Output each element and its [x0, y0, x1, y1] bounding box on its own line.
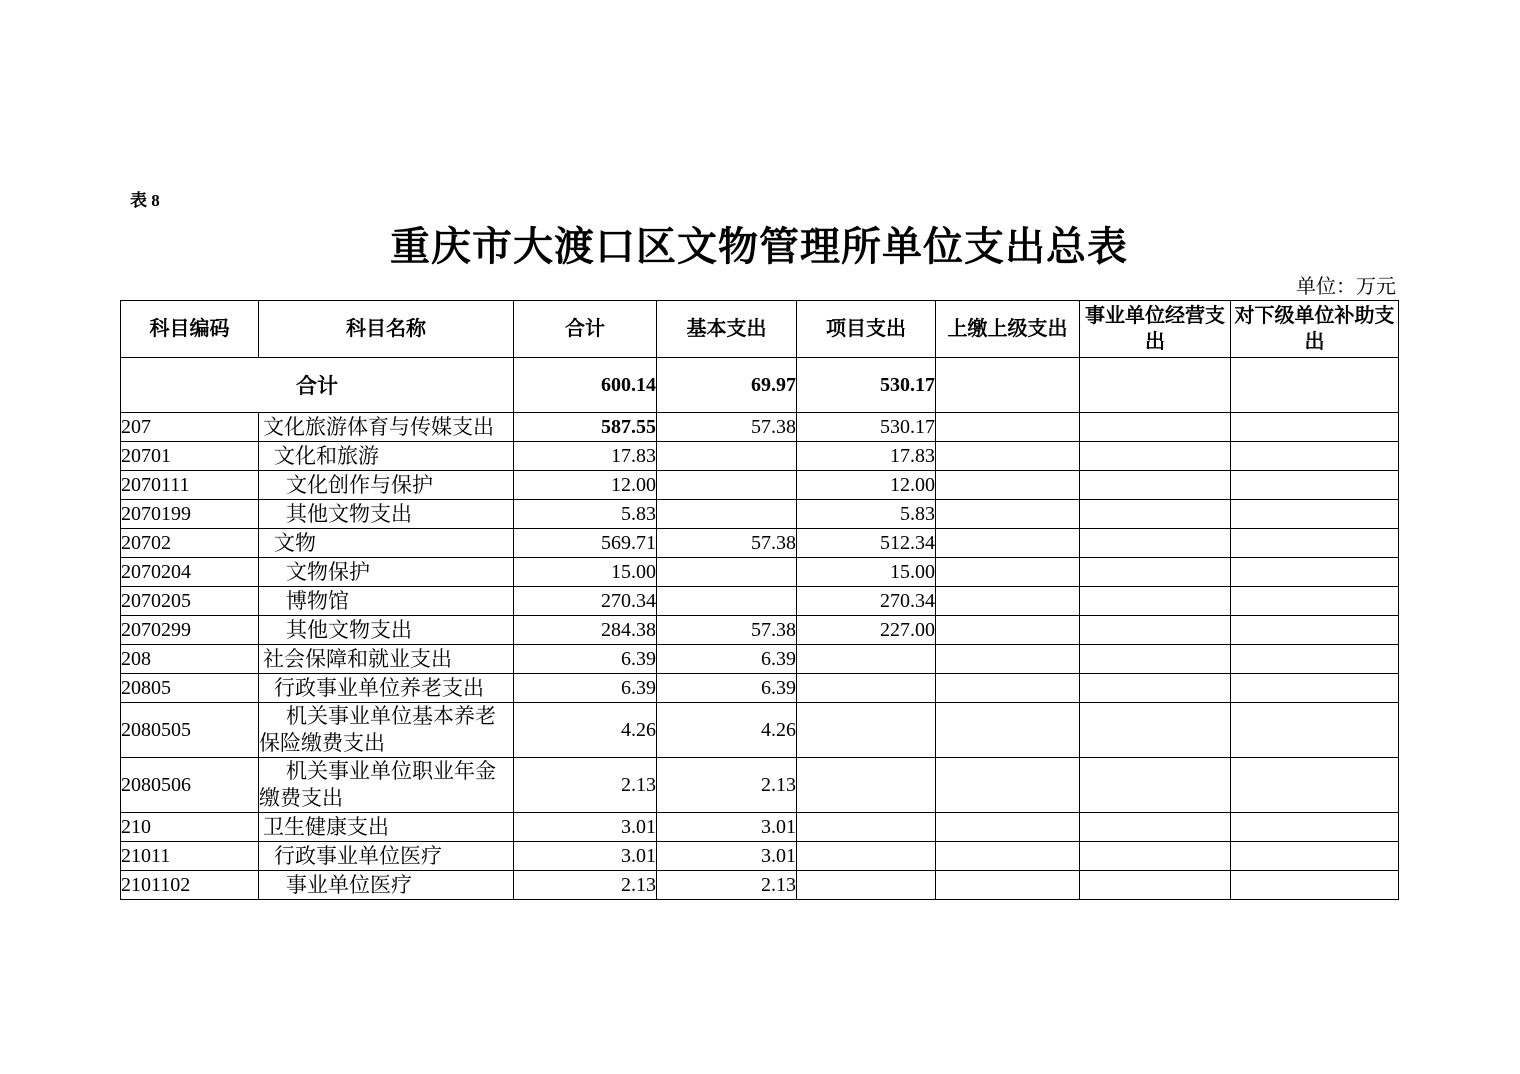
project-cell [797, 674, 936, 703]
total-cell: 3.01 [514, 842, 657, 871]
paid-to-higher-cell [936, 471, 1080, 500]
paid-to-higher-cell [936, 500, 1080, 529]
paid-to-higher-cell [936, 442, 1080, 471]
subject-name-cell: 行政事业单位医疗 [259, 842, 514, 871]
total-cell: 17.83 [514, 442, 657, 471]
total-cell: 12.00 [514, 471, 657, 500]
table-row [121, 871, 1399, 900]
subsidy-to-lower-cell [1231, 871, 1399, 900]
document-sheet [120, 0, 1398, 1074]
column-header-project-expenditure: 项目支出 [797, 301, 936, 358]
subsidy-to-lower-cell [1231, 558, 1399, 587]
subsidy-to-lower-cell [1231, 674, 1399, 703]
page-title: 重庆市大渡口区文物管理所单位支出总表 [390, 225, 1128, 269]
subject-code-cell: 210 [121, 813, 259, 842]
project-cell: 15.00 [797, 558, 936, 587]
table-row [121, 587, 1399, 616]
total-cell: 2.13 [514, 758, 657, 813]
paid-to-higher-cell [936, 703, 1080, 758]
operating-cell [1080, 813, 1231, 842]
basic-cell: 3.01 [657, 842, 797, 871]
grand-total-basic: 69.97 [657, 358, 797, 413]
subject-name-cell: 其他文物支出 [259, 616, 514, 645]
operating-cell [1080, 529, 1231, 558]
column-header-subsidy-to-lower: 对下级单位补助支出 [1231, 301, 1399, 358]
subject-code-cell: 2080505 [121, 703, 259, 758]
basic-cell: 3.01 [657, 813, 797, 842]
operating-cell [1080, 558, 1231, 587]
subject-code-cell: 2101102 [121, 871, 259, 900]
subject-name-cell: 事业单位医疗 [259, 871, 514, 900]
grand-total-operating [1080, 358, 1231, 413]
subsidy-to-lower-cell [1231, 645, 1399, 674]
total-cell: 5.83 [514, 500, 657, 529]
paid-to-higher-cell [936, 813, 1080, 842]
operating-cell [1080, 413, 1231, 442]
table-row [121, 558, 1399, 587]
project-cell [797, 871, 936, 900]
project-cell: 12.00 [797, 471, 936, 500]
table-row [121, 703, 1399, 758]
basic-cell: 2.13 [657, 758, 797, 813]
basic-cell: 4.26 [657, 703, 797, 758]
subject-name-cell: 文化旅游体育与传媒支出 [259, 413, 514, 442]
total-cell: 4.26 [514, 703, 657, 758]
basic-cell [657, 587, 797, 616]
total-cell: 587.55 [514, 413, 657, 442]
subject-code-cell: 20702 [121, 529, 259, 558]
paid-to-higher-cell [936, 587, 1080, 616]
subsidy-to-lower-cell [1231, 413, 1399, 442]
paid-to-higher-cell [936, 842, 1080, 871]
project-cell [797, 645, 936, 674]
basic-cell [657, 500, 797, 529]
table-row [121, 645, 1399, 674]
subject-name-cell: 文物保护 [259, 558, 514, 587]
project-cell: 270.34 [797, 587, 936, 616]
basic-cell: 57.38 [657, 413, 797, 442]
paid-to-higher-cell [936, 529, 1080, 558]
grand-total-row [121, 358, 1399, 413]
subject-code-cell: 207 [121, 413, 259, 442]
project-cell [797, 703, 936, 758]
operating-cell [1080, 587, 1231, 616]
basic-cell: 6.39 [657, 645, 797, 674]
subject-name-cell: 文物 [259, 529, 514, 558]
total-cell: 15.00 [514, 558, 657, 587]
project-cell: 227.00 [797, 616, 936, 645]
subject-name-cell: 社会保障和就业支出 [259, 645, 514, 674]
paid-to-higher-cell [936, 674, 1080, 703]
total-cell: 569.71 [514, 529, 657, 558]
subject-code-cell: 20805 [121, 674, 259, 703]
table-row [121, 842, 1399, 871]
basic-cell: 57.38 [657, 616, 797, 645]
table-row [121, 616, 1399, 645]
header-row [121, 301, 1399, 358]
subsidy-to-lower-cell [1231, 813, 1399, 842]
column-header-basic-expenditure: 基本支出 [657, 301, 797, 358]
total-cell: 3.01 [514, 813, 657, 842]
total-cell: 6.39 [514, 674, 657, 703]
operating-cell [1080, 842, 1231, 871]
basic-cell: 6.39 [657, 674, 797, 703]
table-row [121, 758, 1399, 813]
operating-cell [1080, 442, 1231, 471]
total-cell: 6.39 [514, 645, 657, 674]
subject-name-cell: 文化创作与保护 [259, 471, 514, 500]
basic-cell: 57.38 [657, 529, 797, 558]
table-row [121, 813, 1399, 842]
subject-name-cell: 机关事业单位职业年金缴费支出 [259, 758, 514, 813]
basic-cell [657, 471, 797, 500]
column-header-subject-name: 科目名称 [259, 301, 514, 358]
project-cell: 17.83 [797, 442, 936, 471]
subsidy-to-lower-cell [1231, 500, 1399, 529]
project-cell: 512.34 [797, 529, 936, 558]
subject-name-cell: 机关事业单位基本养老保险缴费支出 [259, 703, 514, 758]
subject-name-cell: 其他文物支出 [259, 500, 514, 529]
subject-name-cell: 行政事业单位养老支出 [259, 674, 514, 703]
paid-to-higher-cell [936, 645, 1080, 674]
operating-cell [1080, 871, 1231, 900]
basic-cell: 2.13 [657, 871, 797, 900]
table-row [121, 442, 1399, 471]
paid-to-higher-cell [936, 558, 1080, 587]
subsidy-to-lower-cell [1231, 842, 1399, 871]
subsidy-to-lower-cell [1231, 442, 1399, 471]
table-row [121, 500, 1399, 529]
paid-to-higher-cell [936, 871, 1080, 900]
table-row [121, 674, 1399, 703]
paid-to-higher-cell [936, 413, 1080, 442]
grand-total-paid-to-higher [936, 358, 1080, 413]
total-cell: 2.13 [514, 871, 657, 900]
subject-code-cell: 2080506 [121, 758, 259, 813]
basic-cell [657, 442, 797, 471]
project-cell [797, 758, 936, 813]
project-cell [797, 842, 936, 871]
paid-to-higher-cell [936, 616, 1080, 645]
operating-cell [1080, 703, 1231, 758]
table-body [121, 358, 1399, 900]
column-header-operating: 事业单位经营支出 [1080, 301, 1231, 358]
operating-cell [1080, 758, 1231, 813]
project-cell: 5.83 [797, 500, 936, 529]
subject-code-cell: 208 [121, 645, 259, 674]
total-cell: 284.38 [514, 616, 657, 645]
subject-code-cell: 2070111 [121, 471, 259, 500]
table-row [121, 413, 1399, 442]
operating-cell [1080, 500, 1231, 529]
grand-total-total: 600.14 [514, 358, 657, 413]
table-number-label: 表 8 [130, 191, 160, 210]
unit-label: 单位：万元 [1296, 276, 1396, 298]
table-row [121, 529, 1399, 558]
subsidy-to-lower-cell [1231, 587, 1399, 616]
subject-name-cell: 文化和旅游 [259, 442, 514, 471]
subject-code-cell: 2070204 [121, 558, 259, 587]
grand-total-project: 530.17 [797, 358, 936, 413]
subject-name-cell: 卫生健康支出 [259, 813, 514, 842]
subsidy-to-lower-cell [1231, 471, 1399, 500]
grand-total-subsidy-to-lower [1231, 358, 1399, 413]
subsidy-to-lower-cell [1231, 758, 1399, 813]
subject-code-cell: 2070199 [121, 500, 259, 529]
operating-cell [1080, 674, 1231, 703]
operating-cell [1080, 616, 1231, 645]
total-cell: 270.34 [514, 587, 657, 616]
subject-code-cell: 21011 [121, 842, 259, 871]
column-header-total: 合计 [514, 301, 657, 358]
subject-name-cell: 博物馆 [259, 587, 514, 616]
operating-cell [1080, 471, 1231, 500]
table-row [121, 471, 1399, 500]
subsidy-to-lower-cell [1231, 703, 1399, 758]
project-cell [797, 813, 936, 842]
grand-total-label: 合计 [121, 358, 514, 413]
subsidy-to-lower-cell [1231, 616, 1399, 645]
subsidy-to-lower-cell [1231, 529, 1399, 558]
subject-code-cell: 2070205 [121, 587, 259, 616]
project-cell: 530.17 [797, 413, 936, 442]
paid-to-higher-cell [936, 758, 1080, 813]
column-header-paid-to-higher: 上缴上级支出 [936, 301, 1080, 358]
expenditure-summary-table [120, 300, 1399, 900]
subject-code-cell: 20701 [121, 442, 259, 471]
basic-cell [657, 558, 797, 587]
subject-code-cell: 2070299 [121, 616, 259, 645]
operating-cell [1080, 645, 1231, 674]
column-header-subject-code: 科目编码 [121, 301, 259, 358]
